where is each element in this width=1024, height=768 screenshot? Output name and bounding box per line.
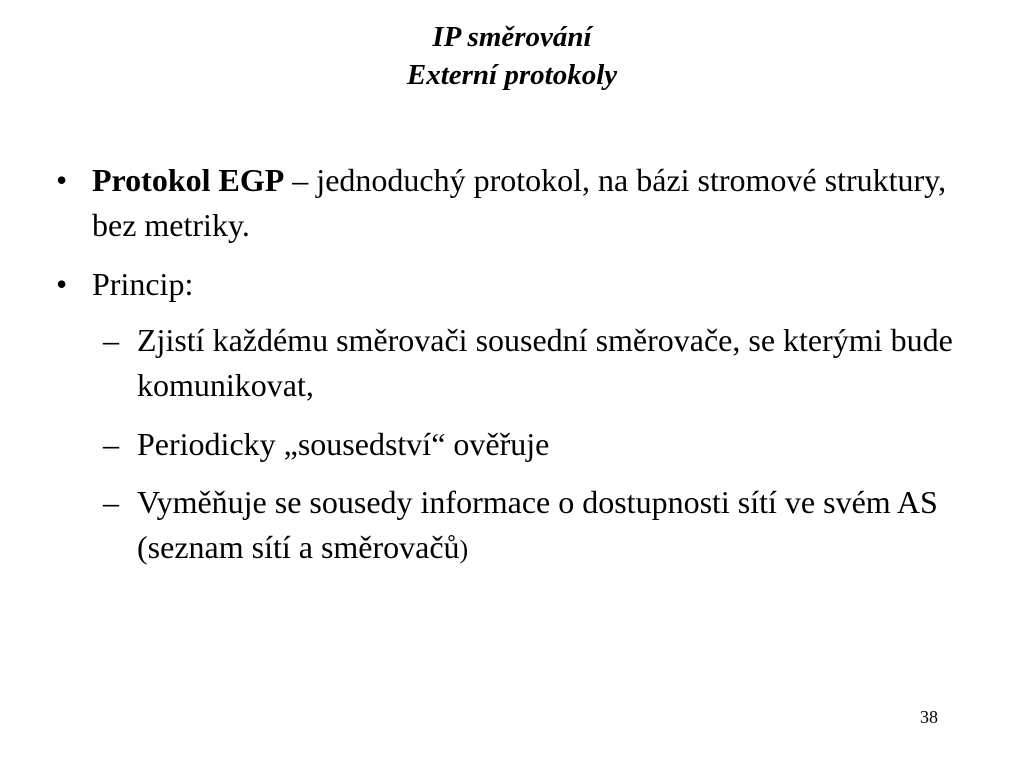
page-number: 38 [920,707,938,727]
bullet-egp-text: – jednoduchý protokol, na bázi stromové struktury, bez metriky. [92,162,947,243]
title-line-2: Externí protokoly [406,59,618,91]
dash-marker: – [103,426,119,462]
subitem-exchange [103,480,967,572]
subitem-neighbors-text: Zjistí každému směrovači sousední směrovače, se kterými bude komunikovat, [137,322,953,403]
bullet-marker: • [56,266,68,302]
title-line-1: IP směrování [432,21,592,53]
subitem-exchange-text: Vyměňuje se sousedy informace o dostupnosti sítí ve svém AS (seznam sítí a směrovačů [137,484,938,565]
dash-marker: – [103,484,119,520]
dash-marker: – [103,322,119,358]
bullet-princip-text: Princip: [92,266,194,302]
subitem-periodic [103,422,967,467]
bullet-item-egp [56,158,962,248]
subitem-exchange-closing-paren: ) [459,535,469,564]
bullet-marker: • [56,162,68,198]
subitem-neighbors [103,318,967,408]
bullet-item-princip [56,262,962,307]
bullet-egp-bold-text: Protokol EGP [92,162,285,198]
subitem-periodic-text: Periodicky „sousedství“ ověřuje [137,426,550,462]
slide-title [0,18,1024,94]
